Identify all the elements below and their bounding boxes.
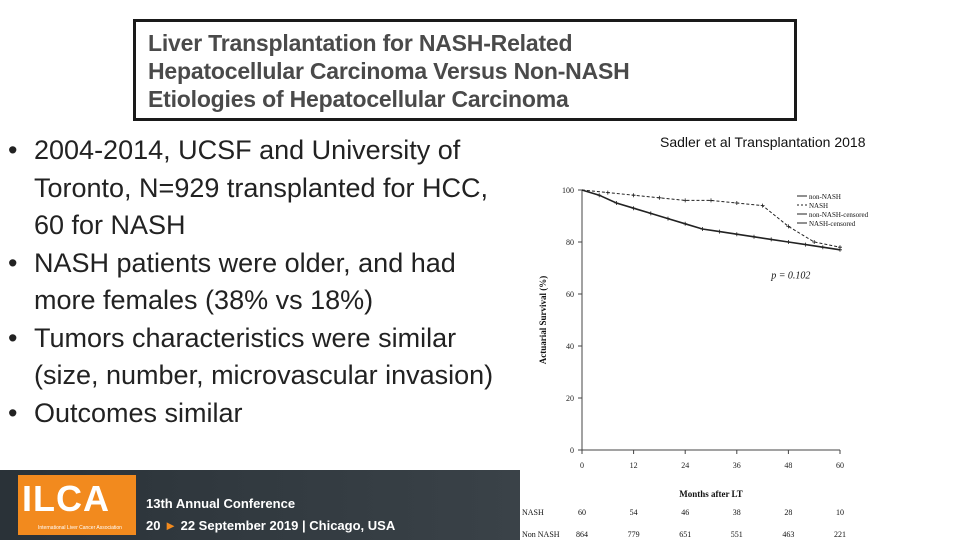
risk-value: 551 [730,530,743,539]
censor-mark [709,198,713,202]
x-tick-label: 12 [629,461,638,470]
y-tick-label: 40 [566,342,574,351]
y-tick-label: 80 [566,238,574,247]
ilca-logo-subtext: International Liver Cancer Association [38,525,122,531]
x-tick-label: 24 [681,461,690,470]
risk-value: 28 [784,508,793,517]
censor-mark [735,201,739,205]
title-line-2: Hepatocellular Carcinoma Versus Non-NASH [148,58,630,84]
risk-value: 221 [834,530,846,539]
survival-chart [520,175,869,500]
bullet-symbol: • [8,135,18,165]
bullet-text: Outcomes similar [34,397,243,428]
bullet-list [8,132,518,432]
y-tick-label: 0 [570,446,574,455]
y-axis-label: Actuarial Survival (%) [538,275,548,365]
conference-dates [146,518,395,533]
censor-mark [735,232,739,236]
censor-mark [683,198,687,202]
y-tick-label: 100 [562,186,574,195]
censor-mark [838,245,842,249]
censor-mark [632,206,636,210]
bullet-item [8,395,518,433]
censor-mark [657,196,661,200]
bullet-item [8,132,518,245]
legend-label: non-NASH-censored [809,211,869,219]
bullet-text: NASH patients were older, and had more females (38% vs 18%) [34,247,456,315]
censor-mark [683,222,687,226]
bullet-item [8,245,518,320]
risk-value: 46 [681,508,690,517]
x-tick-label: 48 [784,461,793,470]
censor-mark [718,230,722,234]
bullet-item [8,320,518,395]
conference-end-date-location: 22 September 2019 | Chicago, USA [180,518,396,533]
legend-label: non-NASH [809,193,841,201]
risk-value: 779 [627,530,640,539]
x-tick-label: 0 [580,461,584,470]
censor-mark [700,227,704,231]
ilca-logo-text: ILCA [22,478,110,519]
x-tick-label: 60 [836,461,844,470]
bullet-text: Tumors characteristics were similar (size, number, microvascular invasion) [34,322,494,390]
censor-mark [769,237,773,241]
y-tick-label: 20 [566,394,574,403]
title-line-3: Etiologies of Hepatocellular Carcinoma [148,86,569,112]
censor-mark [632,193,636,197]
censor-mark [606,191,610,195]
risk-value: 60 [578,508,586,517]
x-tick-label: 36 [732,461,741,470]
risk-value: 651 [679,530,692,539]
p-value-annotation: p = 0.102 [771,270,811,282]
bullet-symbol: • [8,397,18,428]
citation: Sadler et al Transplantation 2018 [660,134,866,150]
x-axis-label: Months after LT [679,489,743,499]
risk-value: 463 [782,530,795,539]
conference-title: 13th Annual Conference [146,496,296,511]
risk-value: 864 [576,530,588,539]
legend-label: NASH-censored [809,220,856,228]
risk-row-label: NASH [522,508,544,517]
censor-mark [649,211,653,215]
conference-start-date: 20 [146,518,161,533]
bullet-symbol: • [8,322,18,353]
censor-mark [752,235,756,239]
risk-value: 54 [629,508,638,517]
risk-row-label: Non NASH [522,530,560,539]
title-line-1: Liver Transplantation for NASH-Related [148,30,573,56]
legend-label: NASH [809,202,829,210]
title-box [133,19,797,121]
risk-value: 38 [732,508,741,517]
censor-mark [821,245,825,249]
censor-mark [786,240,790,244]
bullet-text: 2004-2014, UCSF and University of Toronto, N=929 transplanted for HCC, 60 for NASH [34,135,488,240]
risk-table [520,505,850,540]
censor-mark [666,217,670,221]
bullet-symbol: • [8,247,18,278]
censor-mark [761,204,765,208]
arrow-icon: ► [164,518,177,533]
y-tick-label: 60 [566,290,574,299]
risk-value: 10 [836,508,844,517]
censor-mark [804,243,808,247]
